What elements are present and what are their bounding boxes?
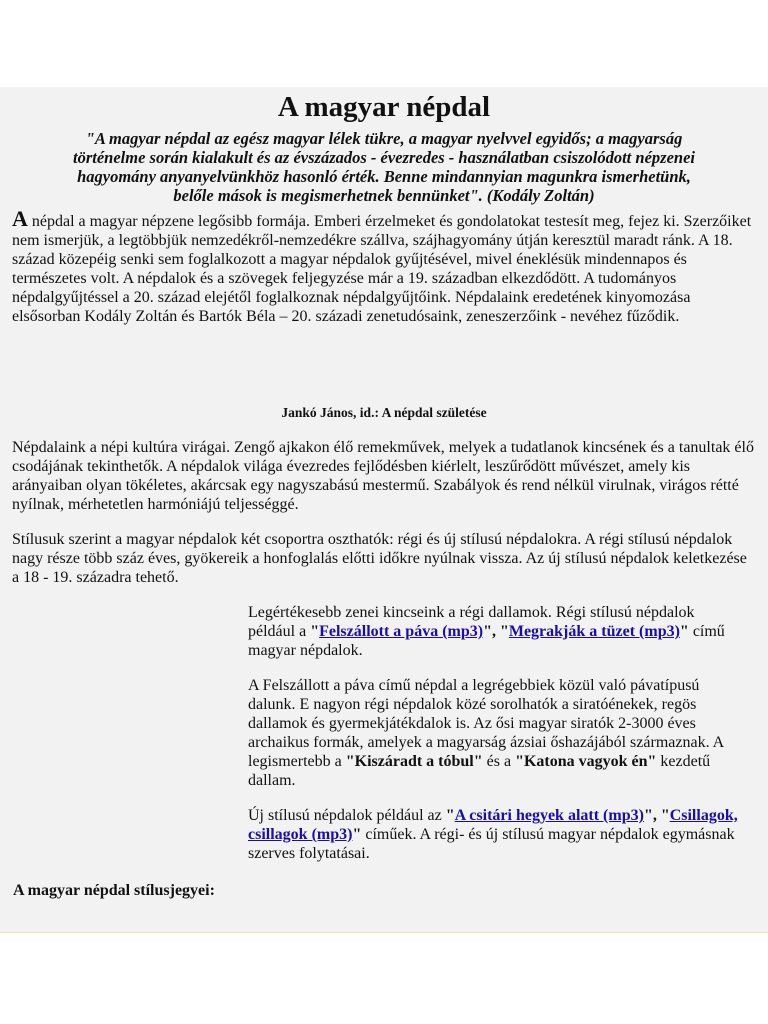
page-title: A magyar népdal bbox=[277, 91, 491, 123]
quote-text: "A magyar népdal az egész magyar lélek tükre, a magyar nyelvvel egyidős; a magyarság történelme során kialakult és az évszázados - évezredes - használatban csiszolódott népzenei hagyomány anyanyelvünkhöz hasonló érték. Benne mindannyian magunkra ismerhetünk, belőle mások is megismerhetnek bennünket". bbox=[73, 129, 695, 205]
kodaly-quote bbox=[60, 129, 708, 205]
quote-mark: " bbox=[310, 623, 320, 640]
old-style-examples bbox=[248, 603, 740, 660]
text-span: címűek. A régi- és új stílusú magyar népdalok egymásnak szerves folytatásai. bbox=[248, 826, 735, 862]
link-megrakjak-a-tuzet[interactable]: Megrakják a tüzet (mp3) bbox=[508, 623, 680, 640]
quote-mark: ", " bbox=[483, 623, 509, 640]
new-style-examples bbox=[248, 806, 740, 863]
pava-paragraph bbox=[248, 676, 740, 790]
text-span: Új stílusú népdalok például az bbox=[248, 807, 446, 824]
section-title-style-features: A magyar népdal stílusjegyei: bbox=[13, 882, 215, 899]
text-span: kezdetű dallam. bbox=[248, 753, 711, 789]
text-span: Legértékesebb zenei kincseink a régi dallamok. Régi stílusú népdalok például a bbox=[248, 604, 695, 640]
paragraph-flowers: Népdalaink a népi kultúra virágai. Zengő ajkakon élő remekművek, melyek a tudatlanok kincsének és a tanultak élő csodájának tekinthetők. A népdalok világa évezredes fejlődésben kiérlelt, leszűrődött művészet, amely kis arányaiban olyan tökéletes, akárcsak egy nagyszabású mestermű. Szabályok és rend nélkül virulnak, virágos rétté nyílnak, mérhetetlen harmóniájú teljességgé. bbox=[12, 439, 754, 513]
text-span: A Felszállott a páva című népdal a legrégebbiek közül való pávatípusú dalunk. E nagyon régi népdalok közé sorolhatók a siratóénekek, regös dallamok és gyermekjátékdalok is. Az ősi magyar siratók 2-3000 éves archaikus formák, amelyek a magyarság ázsiai őshazájából származnak. A legismertebb a bbox=[248, 677, 724, 770]
quote-mark: " bbox=[679, 623, 689, 640]
right-column bbox=[248, 603, 740, 863]
image-caption: Jankó János, id.: A népdal születése bbox=[281, 405, 487, 420]
link-a-csitari-hegyek-alatt[interactable]: A csitári hegyek alatt (mp3) bbox=[454, 807, 644, 824]
quote-mark: ", " bbox=[643, 807, 670, 824]
song-title-kiszaradt: "Kiszáradt a tóbul" bbox=[345, 753, 483, 770]
paragraph-styles: Stílusuk szerint a magyar népdalok két csoportra oszthatók: régi és új stílusú népdalokra. A régi stílusú népdalok nagy része több száz éves, gyökereik a honfoglalás előtti időkre nyúlnak vissza. Az új stílusú népdalok keletkezése a 18 - 19. századra tehető. bbox=[12, 531, 747, 586]
intro-paragraph bbox=[12, 206, 754, 326]
drop-cap: A bbox=[12, 206, 28, 231]
link-csillagok-csillagok[interactable]: Csillagok, csillagok (mp3) bbox=[248, 807, 738, 843]
quote-mark: " bbox=[352, 826, 362, 843]
article-page bbox=[0, 87, 768, 933]
text-span: című magyar népdalok. bbox=[248, 623, 725, 659]
link-felszallott-a-pava[interactable]: Felszállott a páva (mp3) bbox=[319, 623, 484, 640]
quote-mark: " bbox=[445, 807, 455, 824]
quote-author: (Kodály Zoltán) bbox=[486, 186, 595, 205]
intro-text: népdal a magyar népzene legősibb formája. Emberi érzelmeket és gondolatokat testesít meg, fejez ki. Szerzőiket nem ismerjük, a legtöbbjük nemzedékről-nemzedékre szállva, szájhagyomány útján keresztül maradt ránk. A 18. század közepéig senki sem foglalkozott a magyar népdalok gyűjtésével, mivel éneklésük mindennapos és természetes volt. A népdalok és a szövegek feljegyzése már a 19. században elkezdődött. A tudományos népdalgyűjtéssel a 20. század elejétől foglalkoznak népdalgyűjtőink. Népdalaink eredetének kinyomozása elsősorban Kodály Zoltán és Bartók Béla – 20. századi zenetudósaink, zeneszerzőink - nevéhez fűződik. bbox=[12, 213, 752, 325]
text-span: és a bbox=[482, 753, 516, 770]
song-title-katona: "Katona vagyok én" bbox=[515, 753, 657, 770]
